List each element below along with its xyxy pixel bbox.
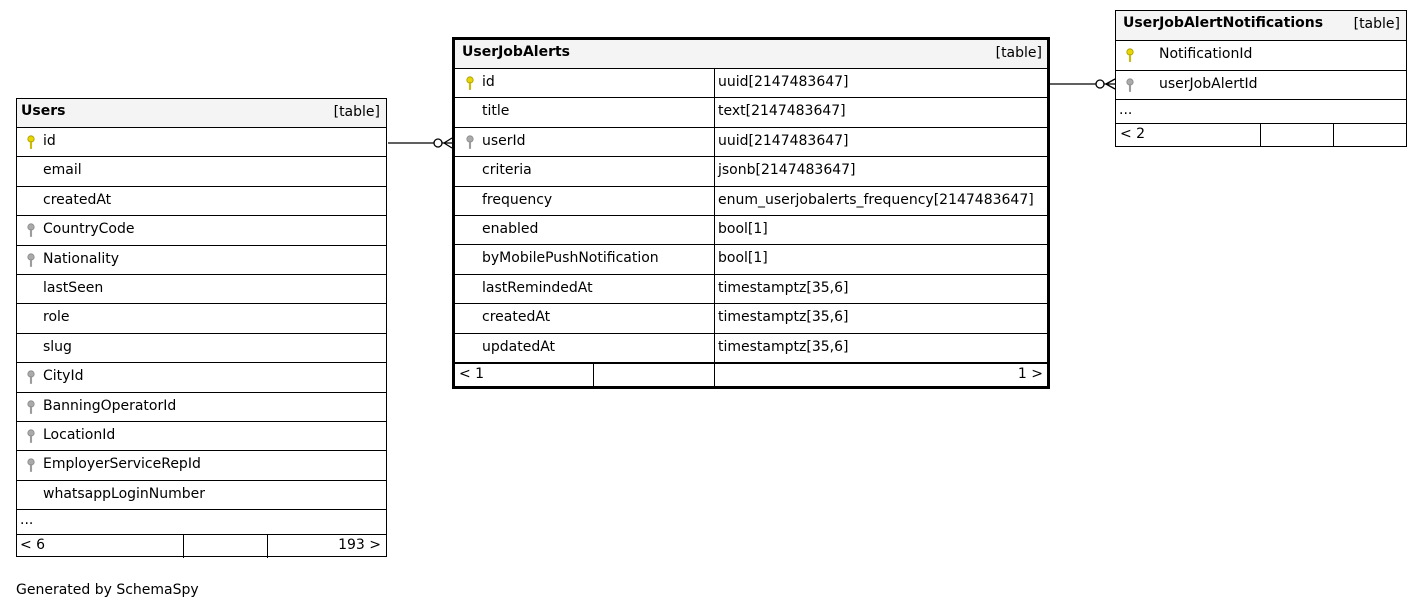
column-name: EmployerServiceRepId bbox=[43, 456, 201, 473]
column-name: updatedAt bbox=[482, 338, 556, 355]
column-name: lastRemindedAt bbox=[482, 279, 593, 296]
column-list bbox=[17, 128, 386, 510]
column-name: slug bbox=[43, 338, 72, 355]
column-row[interactable] bbox=[455, 216, 1047, 245]
column-name: byMobilePushNotification bbox=[482, 250, 659, 267]
column-name: BanningOperatorId bbox=[43, 397, 177, 414]
table-kind: [table] bbox=[1353, 16, 1400, 32]
foreign-key-icon bbox=[1125, 78, 1135, 92]
foreign-key-icon bbox=[26, 400, 36, 414]
column-name: criteria bbox=[482, 162, 532, 179]
primary-key-icon bbox=[26, 135, 36, 149]
column-name: lastSeen bbox=[43, 279, 104, 296]
footer-children-link[interactable]: 193 > bbox=[338, 537, 381, 554]
column-name: whatsappLoginNumber bbox=[43, 485, 206, 502]
userjobalerts-table[interactable] bbox=[452, 37, 1050, 389]
column-row[interactable] bbox=[17, 216, 386, 245]
table-header bbox=[1116, 11, 1406, 41]
column-name: email bbox=[43, 162, 82, 179]
column-type: timestamptz[35,6] bbox=[718, 309, 849, 326]
column-row[interactable] bbox=[455, 69, 1047, 98]
column-name: Nationality bbox=[43, 250, 120, 267]
footer-children-link[interactable]: 1 > bbox=[1017, 365, 1043, 382]
foreign-key-icon bbox=[26, 223, 36, 237]
column-name: role bbox=[43, 309, 70, 326]
column-list bbox=[455, 69, 1047, 363]
footer-parents-link[interactable]: < 6 bbox=[20, 537, 46, 554]
column-name: createdAt bbox=[43, 191, 112, 208]
generated-by-label: Generated by SchemaSpy bbox=[16, 582, 199, 598]
column-row[interactable] bbox=[17, 246, 386, 275]
table-name[interactable]: UserJobAlertNotifications bbox=[1123, 15, 1324, 31]
foreign-key-icon bbox=[465, 135, 475, 149]
column-row[interactable] bbox=[17, 275, 386, 304]
column-name: CountryCode bbox=[43, 221, 135, 238]
foreign-key-icon bbox=[26, 253, 36, 267]
table-name[interactable]: UserJobAlerts bbox=[462, 44, 571, 60]
column-row[interactable] bbox=[455, 157, 1047, 186]
edge-users-to-userjobalerts bbox=[388, 138, 452, 148]
column-row[interactable] bbox=[17, 304, 386, 333]
column-row[interactable] bbox=[1116, 71, 1406, 101]
column-name: id bbox=[43, 133, 56, 149]
column-type: timestamptz[35,6] bbox=[718, 279, 849, 296]
more-columns-ellipsis: ... bbox=[1116, 100, 1406, 124]
edge-userjobalerts-to-notifications bbox=[1050, 79, 1115, 89]
column-row[interactable] bbox=[17, 334, 386, 363]
column-row[interactable] bbox=[17, 363, 386, 392]
column-row[interactable] bbox=[17, 451, 386, 480]
column-name: enabled bbox=[482, 220, 539, 237]
column-type: uuid[2147483647] bbox=[718, 74, 849, 90]
table-kind: [table] bbox=[333, 104, 380, 120]
column-type: bool[1] bbox=[718, 250, 768, 267]
column-row[interactable] bbox=[17, 481, 386, 510]
column-row[interactable] bbox=[455, 275, 1047, 304]
column-row[interactable] bbox=[455, 128, 1047, 157]
more-columns-ellipsis: ... bbox=[17, 510, 386, 535]
column-name: userJobAlertId bbox=[1159, 75, 1258, 92]
column-name: userId bbox=[482, 132, 526, 149]
column-row[interactable] bbox=[17, 422, 386, 451]
users-table[interactable] bbox=[16, 98, 387, 557]
userjobalertnotifications-table[interactable] bbox=[1115, 10, 1407, 147]
column-type: text[2147483647] bbox=[718, 103, 846, 120]
column-row[interactable] bbox=[455, 98, 1047, 127]
column-name: CityId bbox=[43, 368, 84, 385]
foreign-key-icon bbox=[26, 370, 36, 384]
table-header bbox=[17, 99, 386, 128]
table-footer bbox=[17, 535, 386, 558]
column-name: NotificationId bbox=[1159, 46, 1253, 62]
column-name: LocationId bbox=[43, 426, 116, 443]
footer-parents-link[interactable]: < 2 bbox=[1120, 126, 1146, 142]
column-name: frequency bbox=[482, 191, 553, 208]
foreign-key-icon bbox=[26, 429, 36, 443]
column-row[interactable] bbox=[17, 187, 386, 216]
foreign-key-icon bbox=[26, 458, 36, 472]
footer-parents-link[interactable]: < 1 bbox=[459, 365, 485, 382]
column-name: createdAt bbox=[482, 309, 551, 326]
column-row[interactable] bbox=[17, 393, 386, 422]
column-name: id bbox=[482, 74, 495, 90]
column-row[interactable] bbox=[455, 304, 1047, 333]
primary-key-icon bbox=[1125, 48, 1135, 62]
column-type: enum_userjobalerts_frequency[2147483647] bbox=[718, 191, 1034, 208]
table-footer bbox=[455, 363, 1047, 386]
column-type: uuid[2147483647] bbox=[718, 132, 849, 149]
column-name: title bbox=[482, 103, 510, 120]
column-row[interactable] bbox=[455, 334, 1047, 363]
column-list bbox=[1116, 41, 1406, 100]
column-type: jsonb[2147483647] bbox=[718, 162, 856, 179]
primary-key-icon bbox=[465, 76, 475, 90]
table-footer bbox=[1116, 124, 1406, 147]
column-type: bool[1] bbox=[718, 220, 768, 237]
column-row[interactable] bbox=[17, 128, 386, 157]
column-row[interactable] bbox=[455, 245, 1047, 274]
column-type: timestamptz[35,6] bbox=[718, 338, 849, 355]
column-row[interactable] bbox=[1116, 41, 1406, 71]
table-name[interactable]: Users bbox=[21, 103, 66, 119]
column-row[interactable] bbox=[455, 187, 1047, 216]
column-row[interactable] bbox=[17, 157, 386, 186]
table-header bbox=[455, 40, 1047, 69]
table-kind: [table] bbox=[995, 45, 1042, 61]
